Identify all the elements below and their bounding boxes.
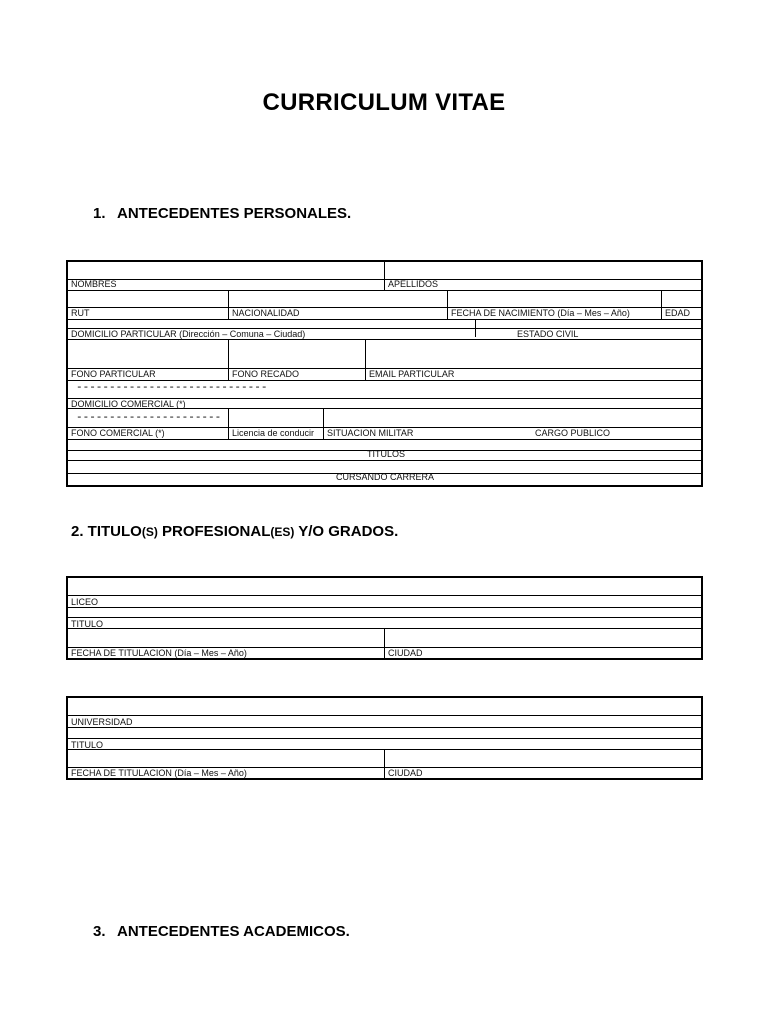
liceo-titulo-label: TITULO bbox=[71, 619, 104, 629]
section-2-title-suffix: (S) bbox=[141, 525, 158, 539]
universidad-form bbox=[66, 696, 703, 780]
estado-civil-label: ESTADO CIVIL bbox=[517, 329, 579, 339]
universidad-titulo-label: TITULO bbox=[71, 740, 104, 750]
situacion-militar-label: SITUACION MILITAR bbox=[327, 428, 414, 438]
cargo-publico-label: CARGO PUBLICO bbox=[535, 428, 611, 438]
nacionalidad-label: NACIONALIDAD bbox=[232, 308, 300, 318]
page-title: CURRICULUM VITAE bbox=[262, 89, 506, 116]
liceo-form bbox=[66, 576, 703, 660]
domicilio-particular-label: DOMICILIO PARTICULAR (Dirección – Comuna – Ciudad) bbox=[71, 329, 306, 339]
cursando-carrera-label: CURSANDO CARRERA bbox=[336, 472, 435, 482]
section-3-heading bbox=[93, 923, 350, 940]
section-2-title-part: 2. TITULO bbox=[71, 523, 142, 540]
universidad-label: UNIVERSIDAD bbox=[71, 717, 133, 727]
rut-label: RUT bbox=[71, 308, 90, 318]
universidad-fecha-titulacion-label: FECHA DE TITULACION (Día – Mes – Año) bbox=[71, 768, 247, 778]
fono-recado-label: FONO RECADO bbox=[232, 369, 300, 379]
universidad-ciudad-label: CIUDAD bbox=[388, 768, 423, 778]
section-3-title: ANTECEDENTES ACADEMICOS. bbox=[117, 923, 350, 940]
edad-label: EDAD bbox=[665, 308, 691, 318]
section-1-number: 1. bbox=[93, 205, 106, 222]
personal-data-form bbox=[66, 260, 703, 487]
section-3-number: 3. bbox=[93, 923, 106, 940]
liceo-fecha-titulacion-label: FECHA DE TITULACION (Día – Mes – Año) bbox=[71, 648, 247, 658]
liceo-ciudad-label: CIUDAD bbox=[388, 648, 423, 658]
fecha-nacimiento-label: FECHA DE NACIMIENTO (Día – Mes – Año) bbox=[451, 308, 630, 318]
section-1-title: ANTECEDENTES PERSONALES. bbox=[117, 205, 352, 222]
section-2-title-suffix: (ES) bbox=[270, 525, 295, 539]
section-2-heading bbox=[71, 523, 398, 540]
section-2-title-part: Y/O GRADOS. bbox=[294, 523, 399, 540]
titulos-label: TITULOS bbox=[367, 449, 406, 459]
domicilio-comercial-label: DOMICILIO COMERCIAL (*) bbox=[71, 399, 186, 409]
liceo-label: LICEO bbox=[71, 597, 99, 607]
dashes-short: ---------------------- bbox=[76, 412, 222, 424]
nombres-label: NOMBRES bbox=[71, 279, 117, 289]
dashes-long: ----------------------------- bbox=[76, 382, 268, 394]
apellidos-label: APELLIDOS bbox=[388, 279, 439, 289]
email-particular-label: EMAIL PARTICULAR bbox=[369, 369, 455, 379]
section-1-heading bbox=[93, 205, 351, 222]
licencia-label: Licencia de conducir bbox=[232, 428, 315, 438]
fono-particular-label: FONO PARTICULAR bbox=[71, 369, 156, 379]
fono-comercial-label: FONO COMERCIAL (*) bbox=[71, 428, 165, 438]
section-2-title-part: PROFESIONAL bbox=[157, 523, 271, 540]
